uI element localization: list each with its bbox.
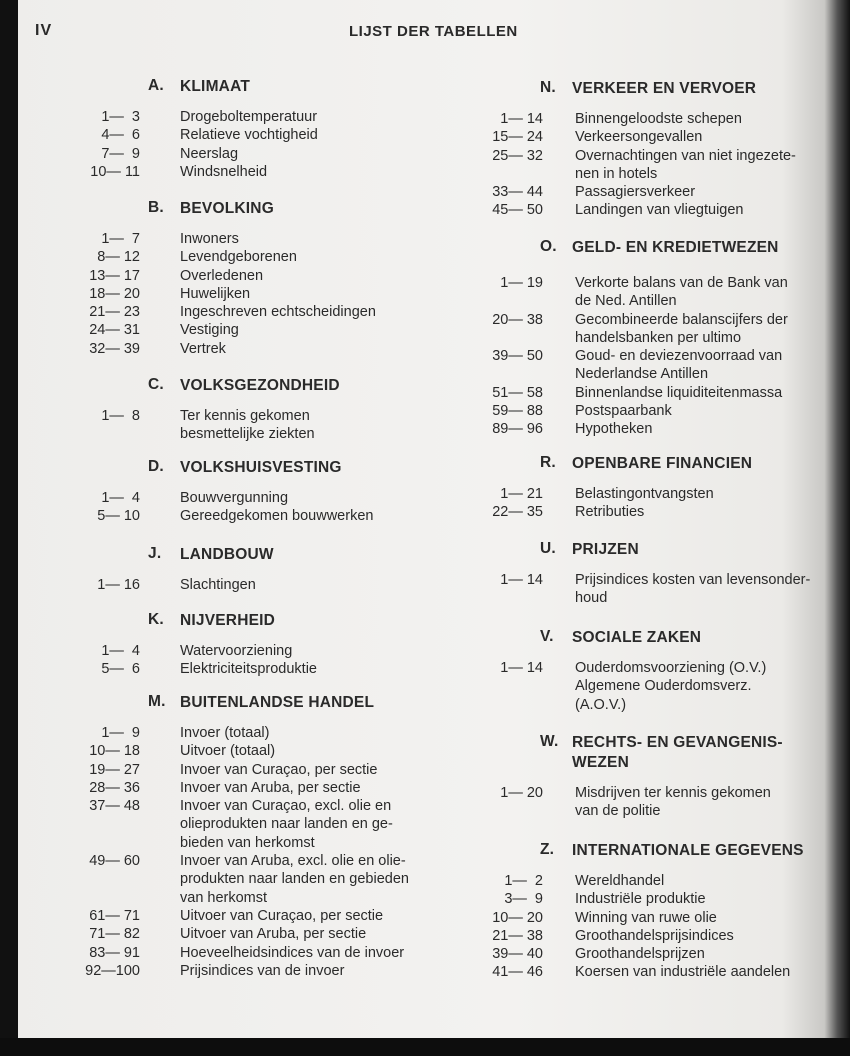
table-title: Binnengeloodste schepen	[575, 111, 742, 127]
table-number-range: 1— 14	[500, 660, 543, 676]
table-number-range: 20— 38	[492, 311, 543, 328]
scan-edge-bottom	[0, 1038, 850, 1056]
table-number-range: 51— 58	[492, 384, 543, 401]
table-title: Goud- en deviezenvoorraad van Nederlandse Antillen	[575, 348, 783, 383]
table-entry[interactable]	[97, 507, 374, 525]
table-title: Invoer van Curaçao, excl. olie en olieprodukten naar landen en ge- bieden van herkomst	[180, 798, 393, 851]
table-entry[interactable]	[504, 890, 790, 908]
table-number-range: 28— 36	[89, 779, 140, 796]
table-entry[interactable]	[492, 963, 791, 981]
section-title: VOLKSHUISVESTING	[180, 459, 342, 476]
section-title: KLIMAAT	[180, 78, 250, 95]
table-title: Verkeersongevallen	[575, 129, 703, 146]
section-letter: J.	[148, 545, 162, 562]
table-title: Winning van ruwe olie	[575, 909, 717, 926]
table-number-range: 19— 27	[89, 761, 140, 778]
table-entry[interactable]	[89, 321, 376, 339]
table-title: Belastingontvangsten	[575, 486, 714, 502]
table-title: Huwelijken	[180, 285, 251, 302]
toc-section	[500, 628, 767, 714]
table-number-range: 59— 88	[492, 403, 543, 420]
table-title: Binnenlandse liquiditeitenmassa	[575, 384, 783, 401]
table-title: Relatieve vochtigheid	[180, 127, 318, 144]
section-heading	[540, 79, 796, 101]
table-title: Ouderdomsvoorziening (O.V.) Algemene Ouderdomsverz. (A.O.V.)	[575, 660, 767, 713]
toc-section	[97, 458, 374, 526]
table-title: Uitvoer van Curaçao, per sectie	[180, 907, 384, 924]
table-title: Invoer (totaal)	[180, 725, 270, 741]
table-number-range: 7— 9	[101, 145, 140, 162]
section-letter: B.	[148, 199, 164, 216]
section-title: VOLKSGEZONDHEID	[180, 377, 340, 394]
table-number-range: 1— 16	[97, 577, 140, 593]
table-entry[interactable]	[492, 347, 788, 384]
table-title: Uitvoer (totaal)	[180, 743, 276, 760]
table-title: Elektriciteitsproduktie	[180, 661, 317, 678]
table-number-range: 39— 50	[492, 348, 543, 365]
section-letter: A.	[148, 77, 164, 94]
table-entry[interactable]	[492, 927, 790, 945]
table-entry[interactable]	[492, 147, 796, 184]
toc-section	[97, 545, 274, 594]
table-list	[500, 784, 771, 821]
table-number-range: 1— 9	[101, 725, 140, 741]
table-number-range: 10— 20	[492, 909, 543, 926]
page-title: LIJST DER TABELLEN	[349, 23, 518, 40]
table-entry[interactable]	[500, 659, 767, 714]
table-entry[interactable]	[101, 108, 318, 126]
table-number-range: 83— 91	[89, 944, 140, 961]
table-entry[interactable]	[85, 962, 409, 980]
toc-section	[500, 540, 811, 608]
table-title: Levendgeborenen	[180, 249, 297, 266]
section-title: RECHTS- EN GEVANGENIS- WEZEN	[572, 734, 783, 771]
table-title: Industriële produktie	[575, 891, 706, 908]
table-list	[492, 872, 791, 982]
table-entry[interactable]	[101, 642, 317, 660]
table-title: Postspaarbank	[575, 403, 672, 420]
section-heading	[148, 545, 274, 567]
section-title: NIJVERHEID	[180, 612, 276, 629]
table-title: Landingen van vliegtuigen	[575, 202, 744, 219]
table-title: Prijsindices kosten van levensonder- houd	[575, 572, 811, 607]
table-entry[interactable]	[89, 267, 376, 285]
table-title: Wereldhandel	[575, 873, 665, 889]
table-number-range: 3— 9	[504, 891, 543, 908]
table-title: Ingeschreven echtscheidingen	[180, 304, 376, 321]
section-heading	[148, 693, 409, 715]
table-number-range: 1— 4	[101, 643, 140, 659]
toc-section	[90, 77, 318, 181]
section-heading	[540, 454, 753, 476]
table-entry[interactable]	[89, 761, 409, 779]
page-number: IV	[35, 22, 53, 39]
table-entry[interactable]	[97, 576, 256, 594]
table-title: Windsnelheid	[180, 163, 268, 180]
table-number-range: 1— 8	[101, 408, 140, 424]
table-number-range: 10— 11	[90, 163, 140, 180]
table-number-range: 10— 18	[89, 743, 140, 760]
table-number-range: 1— 14	[500, 111, 543, 127]
table-entry[interactable]	[500, 274, 788, 311]
table-title: Hypotheken	[575, 421, 653, 438]
section-letter: M.	[148, 693, 166, 710]
table-entry[interactable]	[101, 489, 373, 507]
toc-section	[101, 611, 317, 679]
section-letter: V.	[540, 628, 554, 645]
table-list	[492, 274, 788, 439]
section-title: BEVOLKING	[180, 200, 274, 217]
toc-section	[500, 733, 783, 821]
section-letter: U.	[540, 540, 556, 557]
table-entry[interactable]	[89, 340, 376, 358]
table-entry[interactable]	[89, 907, 409, 925]
table-number-range: 13— 17	[89, 267, 140, 284]
table-number-range: 89— 96	[492, 421, 543, 438]
table-title: Invoer van Curaçao, per sectie	[180, 761, 378, 778]
table-list	[101, 407, 315, 444]
table-title: Uitvoer van Aruba, per sectie	[180, 926, 367, 943]
table-entry[interactable]	[89, 944, 409, 962]
table-entry[interactable]	[492, 909, 790, 927]
table-number-range: 22— 35	[492, 504, 543, 521]
table-entry[interactable]	[492, 128, 796, 146]
table-list	[90, 108, 318, 181]
section-title: PRIJZEN	[572, 541, 639, 558]
table-number-range: 49— 60	[89, 853, 140, 870]
table-number-range: 1— 14	[500, 572, 543, 588]
section-heading	[148, 611, 317, 633]
table-title: Watervoorziening	[180, 643, 293, 659]
table-entry[interactable]	[101, 660, 317, 678]
table-entry[interactable]	[500, 784, 771, 821]
table-title: Retributies	[575, 504, 645, 521]
table-title: Ter kennis gekomen besmettelijke ziekten	[180, 408, 315, 443]
table-number-range: 5— 6	[101, 661, 140, 678]
table-number-range: 33— 44	[492, 184, 543, 201]
table-number-range: 1— 20	[500, 785, 543, 801]
table-title: Groothandelsprijzen	[575, 946, 705, 963]
section-heading	[540, 628, 766, 650]
toc-section	[492, 238, 788, 439]
section-title: VERKEER EN VERVOER	[572, 80, 757, 97]
table-entry[interactable]	[492, 503, 714, 521]
table-title: Vertrek	[180, 340, 226, 357]
section-letter: O.	[540, 238, 557, 255]
table-entry[interactable]	[101, 407, 315, 444]
section-letter: K.	[148, 611, 164, 628]
section-title: BUITENLANDSE HANDEL	[180, 694, 375, 711]
table-number-range: 18— 20	[89, 285, 140, 302]
table-number-range: 5— 10	[97, 508, 140, 525]
section-title: LANDBOUW	[180, 546, 274, 563]
table-title: Slachtingen	[180, 577, 256, 593]
table-entry[interactable]	[492, 311, 788, 348]
table-number-range: 24— 31	[89, 322, 140, 339]
section-heading	[148, 376, 340, 398]
table-title: Overledenen	[180, 267, 264, 284]
table-number-range: 45— 50	[492, 202, 543, 219]
table-number-range: 8— 12	[97, 249, 140, 266]
table-title: Drogeboltemperatuur	[180, 109, 318, 125]
section-heading	[540, 733, 783, 775]
table-list	[500, 571, 811, 608]
table-list	[97, 576, 256, 594]
table-title: Prijsindices van de invoer	[180, 962, 345, 979]
section-heading	[148, 458, 373, 480]
section-heading	[148, 77, 318, 99]
table-entry[interactable]	[500, 571, 811, 608]
table-entry[interactable]	[89, 852, 409, 907]
table-list	[492, 485, 714, 522]
table-entry[interactable]	[492, 945, 790, 963]
section-heading	[148, 199, 376, 221]
table-entry[interactable]	[492, 201, 796, 219]
section-letter: C.	[148, 376, 164, 393]
table-entry[interactable]	[500, 110, 796, 128]
toc-section	[492, 454, 753, 522]
table-title: Overnachtingen van niet ingezete- nen in hotels	[575, 147, 796, 182]
table-list	[500, 659, 767, 714]
section-title: SOCIALE ZAKEN	[572, 629, 702, 646]
toc-section	[492, 841, 804, 982]
table-title: Invoer van Aruba, per sectie	[180, 779, 361, 796]
section-letter: R.	[540, 454, 556, 471]
table-entry[interactable]	[101, 126, 318, 144]
section-letter: W.	[540, 733, 559, 750]
section-heading	[540, 238, 788, 260]
table-number-range: 71— 82	[89, 926, 140, 943]
table-entry[interactable]	[492, 402, 788, 420]
table-number-range: 61— 71	[89, 907, 140, 924]
table-number-range: 1— 4	[101, 490, 140, 506]
table-entry[interactable]	[500, 485, 714, 503]
table-entry[interactable]	[101, 230, 376, 248]
section-letter: N.	[540, 79, 556, 96]
table-title: Groothandelsprijsindices	[575, 927, 734, 944]
toc-section	[492, 79, 796, 220]
table-list	[97, 489, 374, 526]
table-number-range: 1— 2	[504, 873, 543, 889]
section-letter: Z.	[540, 841, 555, 858]
table-number-range: 1— 21	[500, 486, 543, 502]
table-title: Koersen van industriële aandelen	[575, 964, 791, 981]
table-entry[interactable]	[492, 183, 796, 201]
table-number-range: 1— 3	[101, 109, 140, 125]
table-entry[interactable]	[89, 779, 409, 797]
table-title: Misdrijven ter kennis gekomen van de politie	[575, 785, 771, 820]
scan-edge-left	[0, 0, 18, 1056]
table-number-range: 37— 48	[89, 798, 140, 815]
toc-section	[85, 693, 409, 980]
table-entry[interactable]	[101, 724, 409, 742]
table-number-range: 39— 40	[492, 946, 543, 963]
table-number-range: 25— 32	[492, 147, 543, 164]
toc-section	[89, 199, 376, 358]
table-number-range: 21— 38	[492, 927, 543, 944]
table-title: Invoer van Aruba, excl. olie en olie- produkten naar landen en gebieden van herkomst	[180, 853, 409, 906]
section-title: OPENBARE FINANCIEN	[572, 455, 753, 472]
section-title: INTERNATIONALE GEGEVENS	[572, 842, 804, 859]
table-entry[interactable]	[89, 925, 409, 943]
table-number-range: 15— 24	[492, 129, 543, 146]
toc-section	[101, 376, 340, 444]
table-list	[85, 724, 409, 980]
section-letter: D.	[148, 458, 164, 475]
table-title: Bouwvergunning	[180, 490, 289, 506]
table-number-range: 21— 23	[89, 304, 140, 321]
table-list	[492, 110, 796, 220]
table-number-range: 32— 39	[89, 340, 140, 357]
table-entry[interactable]	[492, 384, 788, 402]
table-list	[89, 230, 376, 358]
table-entry[interactable]	[89, 285, 376, 303]
table-number-range: 4— 6	[101, 127, 140, 144]
table-number-range: 1— 19	[500, 275, 543, 291]
table-title: Neerslag	[180, 145, 239, 162]
table-number-range: 92—100	[85, 962, 140, 979]
section-title: GELD- EN KREDIETWEZEN	[572, 239, 779, 256]
table-entry[interactable]	[101, 145, 318, 163]
table-title: Gereedgekomen bouwwerken	[180, 508, 374, 525]
table-number-range: 41— 46	[492, 964, 543, 981]
table-title: Inwoners	[180, 231, 239, 247]
table-title: Vestiging	[180, 322, 239, 339]
table-entry[interactable]	[89, 742, 409, 760]
section-heading	[540, 841, 804, 863]
table-entry[interactable]	[492, 420, 788, 438]
table-title: Gecombineerde balanscijfers der handelsbanken per ultimo	[575, 311, 788, 346]
table-entry[interactable]	[89, 303, 376, 321]
table-entry[interactable]	[504, 872, 790, 890]
table-title: Hoeveelheidsindices van de invoer	[180, 944, 405, 961]
table-list	[101, 642, 317, 679]
table-entry[interactable]	[97, 248, 376, 266]
section-heading	[540, 540, 810, 562]
table-title: Passagiersverkeer	[575, 184, 696, 201]
table-entry[interactable]	[89, 797, 409, 852]
table-title: Verkorte balans van de Bank van de Ned. Antillen	[575, 275, 788, 310]
table-number-range: 1— 7	[101, 231, 140, 247]
table-entry[interactable]	[90, 163, 318, 181]
